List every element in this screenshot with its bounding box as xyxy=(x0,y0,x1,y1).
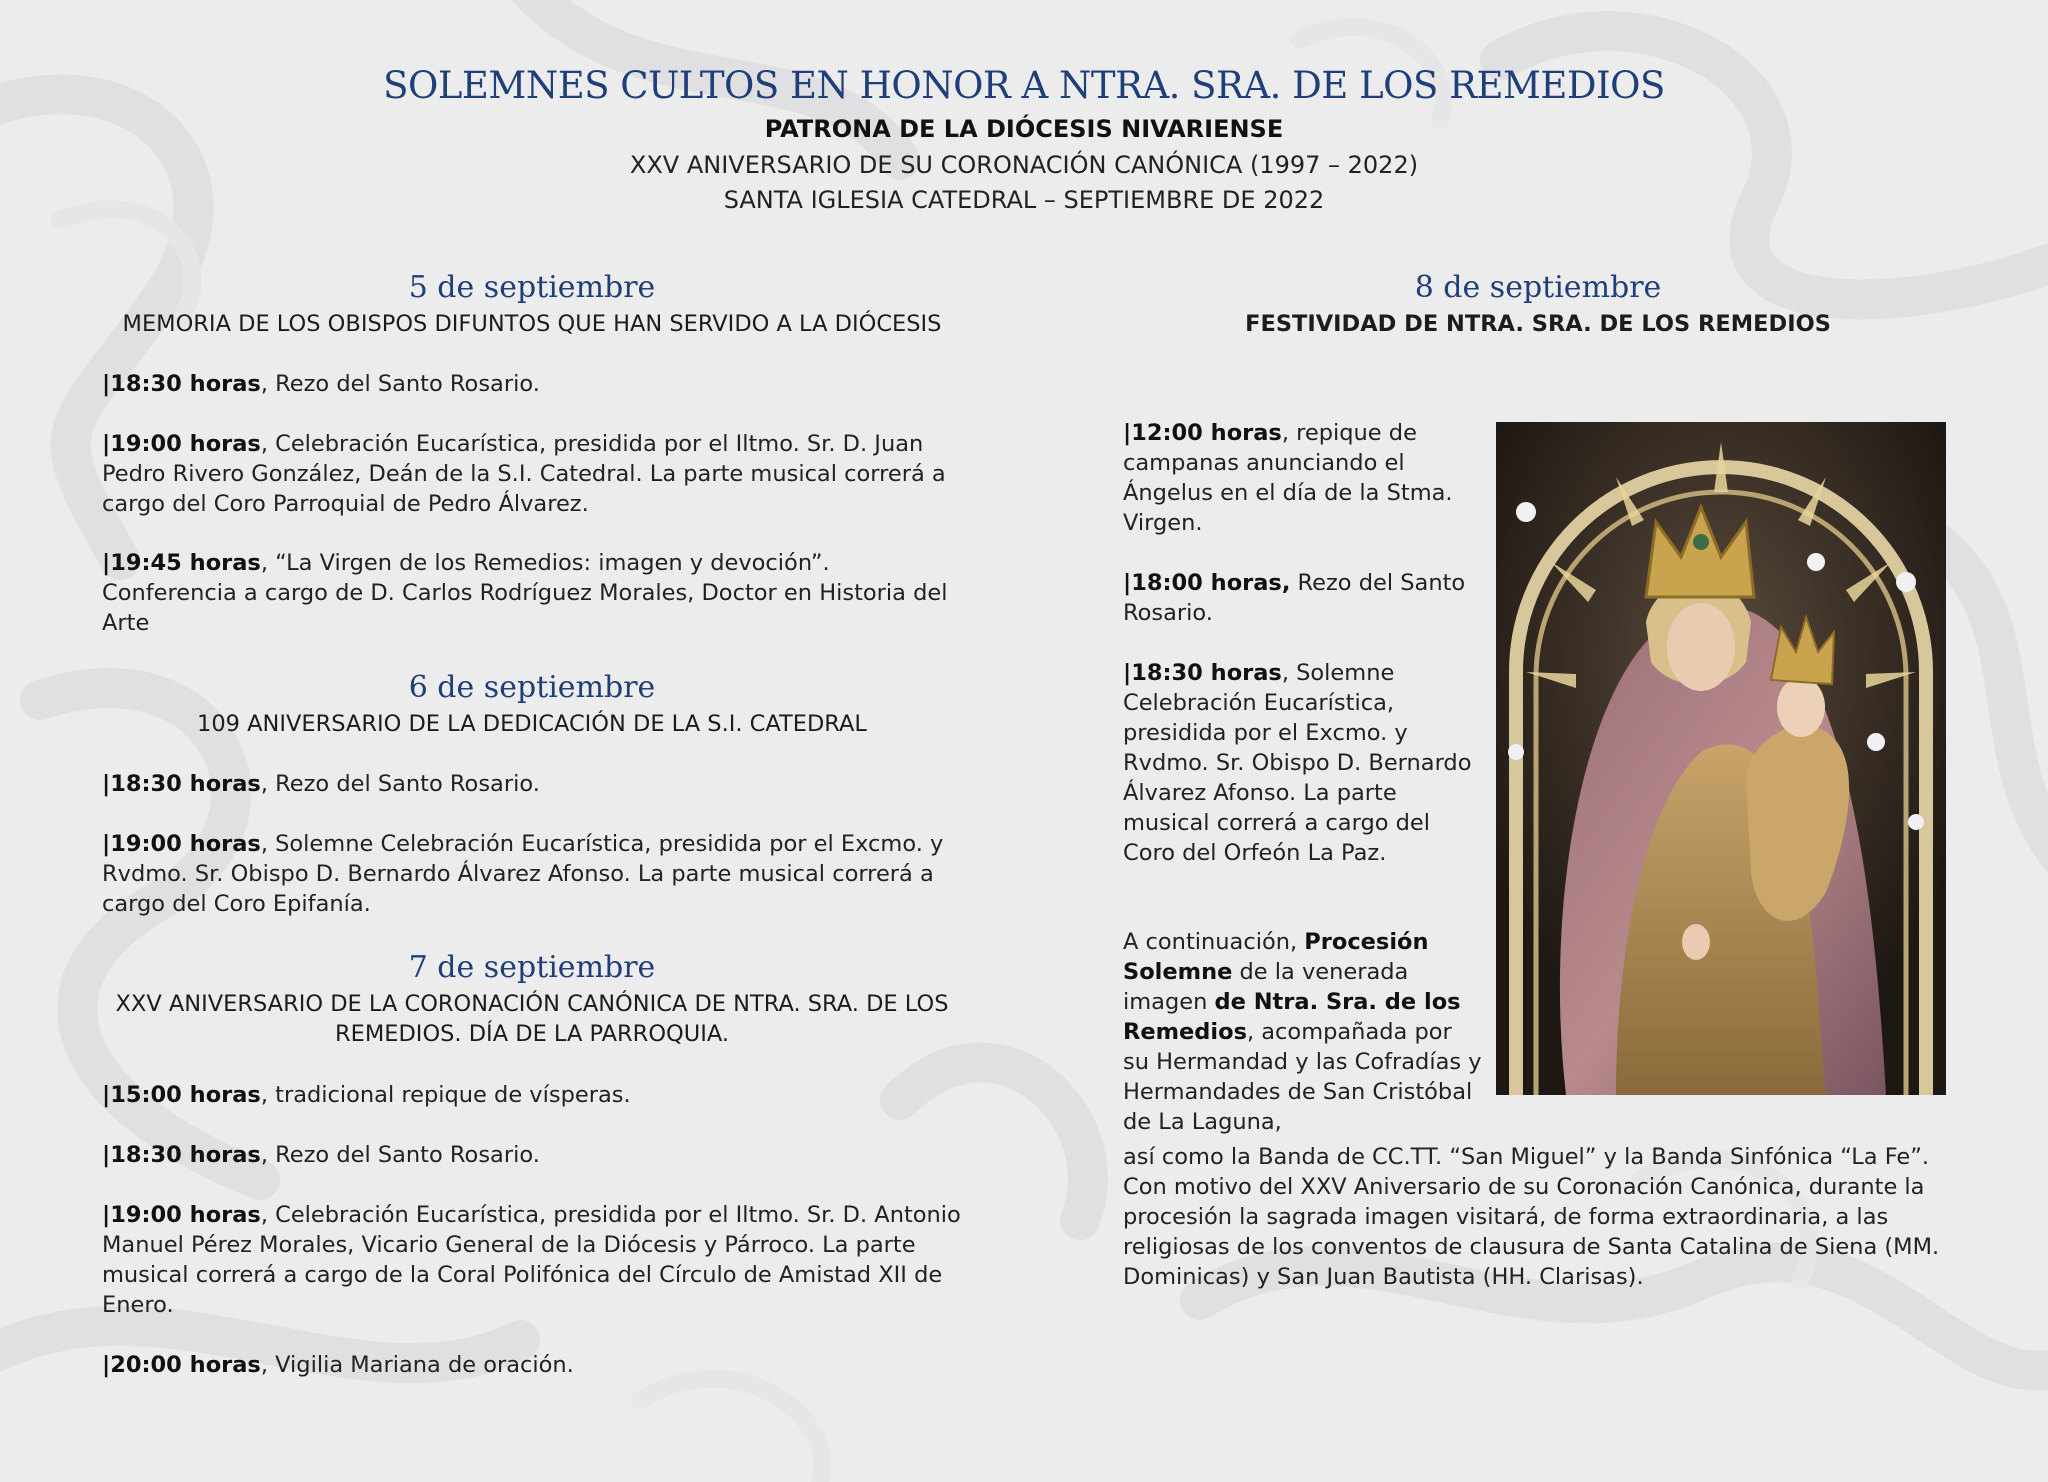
event-text: , Celebración Eucarística, presidida por el Iltmo. Sr. D. Juan Pedro Rivero González, Deán de la S.I. Catedral. La parte musical correrá a cargo del Coro Parroquial de Pedro Álvarez. xyxy=(102,431,946,517)
event-time: |19:00 horas xyxy=(102,1202,261,1228)
virgin-image xyxy=(1496,422,1946,1095)
event-text: , repique de campanas anunciando el Ángelus en el día de la Stma. Virgen. xyxy=(1123,420,1453,536)
day7-event-1 xyxy=(102,1080,962,1110)
day6-event-1 xyxy=(102,769,962,799)
event-text: , tradicional repique de vísperas. xyxy=(260,1082,631,1108)
event-text: , Solemne Celebración Eucarística, presidida por el Excmo. y Rvdmo. Sr. Obispo D. Bernardo Álvarez Afonso. La parte musical correrá a cargo del Coro del Orfeón La Paz. xyxy=(1123,660,1472,866)
event-text: Rezo del Santo Rosario. xyxy=(1123,570,1466,626)
anniversary-subtitle: XXV ANIVERSARIO DE SU CORONACIÓN CANÓNICA (1997 – 2022) xyxy=(629,151,1419,179)
event-text: , “La Virgen de los Remedios: imagen y devoción”. Conferencia a cargo de D. Carlos Rodríguez Morales, Doctor en Historia del Arte xyxy=(102,550,948,636)
event-time: |12:00 horas xyxy=(1123,420,1282,446)
day8-heading: FESTIVIDAD DE NTRA. SRA. DE LOS REMEDIOS xyxy=(1245,311,1831,337)
procession-bold: Procesión Solemne xyxy=(1123,929,1429,985)
day5-event-1 xyxy=(102,369,962,399)
day7-event-4 xyxy=(102,1350,962,1380)
event-time: |18:30 horas xyxy=(102,771,261,797)
event-text: , Rezo del Santo Rosario. xyxy=(260,771,540,797)
event-time: |19:00 horas xyxy=(102,831,261,857)
event-text: , Solemne Celebración Eucarística, presidida por el Excmo. y Rvdmo. Sr. Obispo D. Bernardo Álvarez Afonso. La parte musical correrá a cargo del Coro Epifanía. xyxy=(102,831,944,917)
event-time: |18:30 horas xyxy=(1123,660,1282,686)
day7-date: 7 de septiembre xyxy=(408,950,656,985)
page-title: SOLEMNES CULTOS EN HONOR A NTRA. SRA. DE LOS REMEDIOS xyxy=(383,64,1665,107)
day5-heading: MEMORIA DE LOS OBISPOS DIFUNTOS QUE HAN SERVIDO A LA DIÓCESIS xyxy=(122,311,942,337)
event-time: |20:00 horas xyxy=(102,1352,261,1378)
event-time: |18:30 horas xyxy=(102,371,261,397)
day8-procession-continued: así como la Banda de CC.TT. “San Miguel” y la Banda Sinfónica “La Fe”. Con motivo del XXV Aniversario de su Coronación Canónica, durante la procesión la sagrada imagen visitará, de forma extraordinaria, a las religiosas de los conventos de clausura de Santa Catalina de Siena (MM. Dominicas) y San Juan Bautista (HH. Clarisas). xyxy=(1123,1144,1940,1290)
procession-text: A continuación, xyxy=(1123,929,1305,955)
day7-event-3 xyxy=(102,1200,962,1320)
day8-event-2 xyxy=(1123,568,1483,628)
venue-subtitle: SANTA IGLESIA CATEDRAL – SEPTIEMBRE DE 2022 xyxy=(723,186,1325,214)
day5-event-3 xyxy=(102,548,962,638)
event-time: |18:00 horas, xyxy=(1123,570,1291,596)
event-text: , Celebración Eucarística, presidida por el Iltmo. Sr. D. Antonio Manuel Pérez Morales, Vicario General de la Diócesis y Párroco. La parte musical correrá a cargo de la Coral Polifónica del Círculo de Amistad XII de Enero. xyxy=(102,1202,961,1318)
day6-date: 6 de septiembre xyxy=(408,670,656,705)
day8-date: 8 de septiembre xyxy=(1414,270,1662,305)
event-time: |19:45 horas xyxy=(102,550,261,576)
day6-heading: 109 ANIVERSARIO DE LA DEDICACIÓN DE LA S.I. CATEDRAL xyxy=(197,711,867,737)
event-text: , Rezo del Santo Rosario. xyxy=(260,1142,540,1168)
day8-procession xyxy=(1123,927,1483,1137)
day8-event-3 xyxy=(1123,658,1483,868)
day5-date: 5 de septiembre xyxy=(408,270,656,305)
procession-text: de la venerada imagen xyxy=(1123,959,1409,1015)
event-text: , Vigilia Mariana de oración. xyxy=(260,1352,574,1378)
event-time: |19:00 horas xyxy=(102,431,261,457)
patron-subtitle: PATRONA DE LA DIÓCESIS NIVARIENSE xyxy=(764,115,1284,143)
day8-event-1 xyxy=(1123,418,1483,538)
event-time: |15:00 horas xyxy=(102,1082,261,1108)
procession-text: , acompañada por su Hermandad y las Cofradías y Hermandades de San Cristóbal de La Laguna, xyxy=(1123,1019,1482,1135)
event-time: |18:30 horas xyxy=(102,1142,261,1168)
day7-event-2 xyxy=(102,1140,962,1170)
procession-bold: de Ntra. Sra. de los Remedios xyxy=(1123,989,1461,1045)
event-text: , Rezo del Santo Rosario. xyxy=(260,371,540,397)
day5-event-2 xyxy=(102,429,962,519)
day7-heading: XXV ANIVERSARIO DE LA CORONACIÓN CANÓNICA DE NTRA. SRA. DE LOS REMEDIOS. DÍA DE LA PARROQUIA. xyxy=(115,991,949,1047)
day6-event-2 xyxy=(102,829,962,919)
